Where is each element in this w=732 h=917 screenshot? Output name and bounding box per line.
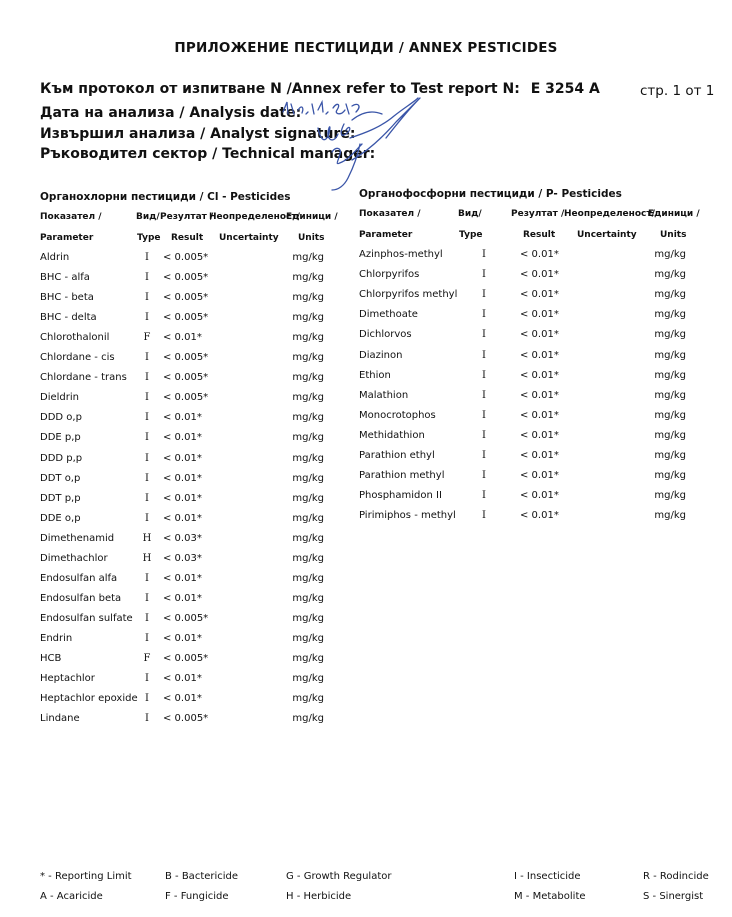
cl-row-param: Dimethachlor xyxy=(40,552,108,564)
p-row-type: I xyxy=(482,369,486,381)
cl-header-uncertainty-en: Uncertainty xyxy=(219,233,279,243)
p-row-units: mg/kg xyxy=(654,429,686,441)
cl-row-units: mg/kg xyxy=(292,452,324,464)
cl-header-param-en: Parameter xyxy=(40,233,94,243)
cl-row-type: I xyxy=(145,252,149,263)
p-row-param: Phosphamidon II xyxy=(359,490,442,502)
cl-row-param: Endosulfan sulfate xyxy=(40,612,133,624)
cl-row-result: < 0.01* xyxy=(163,332,202,344)
cl-row-units: mg/kg xyxy=(292,412,324,424)
p-row-units: mg/kg xyxy=(654,289,686,301)
p-row-type: I xyxy=(482,269,486,281)
cl-row-result: < 0.005* xyxy=(163,653,209,664)
cl-row-units: mg/kg xyxy=(292,492,324,504)
cl-row-type: F xyxy=(143,332,151,344)
p-row-param: Parathion ethyl xyxy=(359,450,435,461)
cl-row-result: < 0.01* xyxy=(163,492,202,504)
cl-row-param: Endosulfan alfa xyxy=(40,572,118,584)
cl-row-type: I xyxy=(145,452,149,464)
cl-row-param: DDD o,p xyxy=(40,412,82,424)
p-row-result: < 0.01* xyxy=(520,429,559,441)
p-row-type: I xyxy=(482,389,486,401)
cl-header-param-bg: Показател / xyxy=(40,212,102,222)
p-row-param: Chlorpyrifos methyl xyxy=(359,289,458,301)
p-row-units: mg/kg xyxy=(654,470,686,482)
cl-header-result-en: Result xyxy=(171,233,204,243)
cl-row-units: mg/kg xyxy=(292,572,324,584)
legend-item: * - Reporting Limit xyxy=(40,871,132,882)
p-row-units: mg/kg xyxy=(654,450,686,461)
cl-row-type: H xyxy=(142,552,152,564)
legend-item: H - Herbicide xyxy=(286,891,352,902)
cl-row-param: DDT o,p xyxy=(40,472,81,484)
p-row-units: mg/kg xyxy=(654,409,686,421)
p-row-units: mg/kg xyxy=(654,349,686,361)
cl-row-param: BHC - delta xyxy=(40,312,97,324)
p-row-result: < 0.01* xyxy=(520,490,559,502)
cl-row-result: < 0.005* xyxy=(163,352,209,364)
cl-row-type: I xyxy=(145,673,149,685)
cl-row-units: mg/kg xyxy=(292,372,324,384)
legend-item: F - Fungicide xyxy=(165,891,229,902)
p-row-units: mg/kg xyxy=(654,329,686,341)
p-header-units-en: Units xyxy=(660,230,687,240)
p-row-param: Malathion xyxy=(359,389,409,401)
analysis-date-label: Дата на анализа / Analysis date: xyxy=(40,105,302,121)
cl-row-units: mg/kg xyxy=(292,312,324,324)
report-number: E 3254 A xyxy=(530,81,600,97)
protocol-label: Към протокол от изпитване N /Annex refer to Test report N: xyxy=(40,81,520,97)
p-row-units: mg/kg xyxy=(654,309,686,321)
cl-row-units: mg/kg xyxy=(292,332,324,344)
cl-row-result: < 0.01* xyxy=(163,472,202,484)
cl-row-type: I xyxy=(145,612,149,624)
p-header-units-bg: Единици / xyxy=(648,209,700,219)
p-row-result: < 0.01* xyxy=(520,349,559,361)
p-row-result: < 0.01* xyxy=(520,389,559,401)
cl-row-param: Heptachlor epoxide xyxy=(40,693,138,705)
cl-row-units: mg/kg xyxy=(292,612,324,624)
p-row-type: I xyxy=(482,329,486,341)
cl-row-units: mg/kg xyxy=(292,532,324,544)
cl-row-result: < 0.005* xyxy=(163,392,209,404)
cl-row-param: HCB xyxy=(40,653,62,664)
cl-row-units: mg/kg xyxy=(292,432,324,444)
p-row-type: I xyxy=(482,490,486,502)
cl-row-param: Endosulfan beta xyxy=(40,592,122,604)
cl-row-result: < 0.005* xyxy=(163,713,209,725)
cl-row-type: I xyxy=(145,272,149,284)
cl-row-param: DDD p,p xyxy=(40,452,83,464)
cl-row-param: Lindane xyxy=(40,713,80,725)
cl-row-param: BHC - beta xyxy=(40,292,94,304)
cl-row-param: Heptachlor xyxy=(40,673,95,685)
p-header-uncertainty-en: Uncertainty xyxy=(577,230,637,240)
p-section-title: Органофосфорни пестициди / P- Pesticides xyxy=(359,188,622,200)
cl-row-param: Chlordane - cis xyxy=(40,352,115,364)
p-row-type: I xyxy=(482,510,486,522)
cl-row-type: I xyxy=(145,412,149,424)
cl-row-type: I xyxy=(145,713,149,725)
cl-row-param: Chlordane - trans xyxy=(40,372,127,384)
p-row-units: mg/kg xyxy=(654,269,686,281)
cl-row-param: Dimethenamid xyxy=(40,532,115,544)
cl-row-type: I xyxy=(145,372,149,384)
cl-row-type: I xyxy=(145,392,149,404)
p-row-result: < 0.01* xyxy=(520,470,559,482)
cl-row-type: I xyxy=(145,432,149,444)
cl-row-result: < 0.005* xyxy=(163,312,209,324)
cl-row-units: mg/kg xyxy=(292,592,324,604)
cl-row-result: < 0.01* xyxy=(163,673,202,685)
cl-row-result: < 0.01* xyxy=(163,632,202,644)
cl-row-type: F xyxy=(143,653,151,664)
cl-row-result: < 0.01* xyxy=(163,512,202,524)
cl-row-type: I xyxy=(145,512,149,524)
cl-row-param: DDE o,p xyxy=(40,512,81,524)
p-row-type: I xyxy=(482,249,486,260)
p-row-param: Chlorpyrifos xyxy=(359,269,420,281)
cl-row-result: < 0.01* xyxy=(163,432,202,444)
p-row-units: mg/kg xyxy=(654,490,686,502)
p-row-units: mg/kg xyxy=(654,249,686,260)
cl-row-type: I xyxy=(145,352,149,364)
cl-row-type: I xyxy=(145,492,149,504)
cl-row-type: H xyxy=(142,532,152,544)
p-header-result-en: Result xyxy=(523,230,556,240)
page-number: стр. 1 от 1 xyxy=(640,83,715,99)
cl-row-type: I xyxy=(145,312,149,324)
p-row-result: < 0.01* xyxy=(520,309,559,321)
p-row-units: mg/kg xyxy=(654,510,686,522)
p-row-param: Dichlorvos xyxy=(359,329,412,341)
p-header-param-en: Parameter xyxy=(359,230,413,240)
p-row-type: I xyxy=(482,289,486,301)
p-row-param: Parathion methyl xyxy=(359,470,445,482)
cl-row-result: < 0.01* xyxy=(163,592,202,604)
cl-row-type: I xyxy=(145,572,149,584)
cl-row-units: mg/kg xyxy=(292,292,324,304)
p-row-type: I xyxy=(482,349,486,361)
legend-item: S - Sinergist xyxy=(643,891,704,902)
legend-item: B - Bactericide xyxy=(165,871,239,882)
cl-row-param: Dieldrin xyxy=(40,392,79,404)
cl-header-units-bg: Единици / xyxy=(286,212,338,222)
cl-row-type: I xyxy=(145,693,149,705)
cl-header-units-en: Units xyxy=(298,233,325,243)
legend-item: R - Rodincide xyxy=(643,871,709,882)
p-row-type: I xyxy=(482,470,486,482)
p-row-result: < 0.01* xyxy=(520,329,559,341)
p-row-units: mg/kg xyxy=(654,369,686,381)
technical-manager-label: Ръководител сектор / Technical manager: xyxy=(40,146,376,162)
cl-row-units: mg/kg xyxy=(292,552,324,564)
p-row-result: < 0.01* xyxy=(520,289,559,301)
cl-row-units: mg/kg xyxy=(292,352,324,364)
cl-header-type-bg: Вид/ xyxy=(136,212,160,222)
cl-row-param: BHC - alfa xyxy=(40,272,90,284)
cl-row-units: mg/kg xyxy=(292,713,324,725)
cl-row-units: mg/kg xyxy=(292,673,324,685)
p-header-param-bg: Показател / xyxy=(359,209,421,219)
p-row-result: < 0.01* xyxy=(520,369,559,381)
p-row-param: Pirimiphos - methyl xyxy=(359,510,456,522)
p-header-type-bg: Вид/ xyxy=(458,209,482,219)
cl-row-result: < 0.03* xyxy=(163,552,202,564)
cl-row-units: mg/kg xyxy=(292,693,324,705)
cl-row-units: mg/kg xyxy=(292,512,324,524)
cl-row-units: mg/kg xyxy=(292,252,324,263)
p-row-result: < 0.01* xyxy=(520,510,559,522)
cl-row-result: < 0.005* xyxy=(163,292,209,304)
p-row-result: < 0.01* xyxy=(520,450,559,461)
cl-row-result: < 0.01* xyxy=(163,412,202,424)
cl-row-param: DDT p,p xyxy=(40,492,81,504)
p-row-units: mg/kg xyxy=(654,389,686,401)
p-row-param: Ethion xyxy=(359,369,391,381)
p-header-uncertainty-bg: Неопределеност/ xyxy=(564,209,655,219)
p-row-type: I xyxy=(482,309,486,321)
cl-row-param: Chlorothalonil xyxy=(40,332,110,344)
page-title: ПРИЛОЖЕНИЕ ПЕСТИЦИДИ / ANNEX PESTICIDES xyxy=(174,40,558,56)
legend-item: A - Acaricide xyxy=(40,891,103,902)
cl-row-units: mg/kg xyxy=(292,472,324,484)
cl-row-type: I xyxy=(145,472,149,484)
cl-row-result: < 0.005* xyxy=(163,372,209,384)
p-row-param: Monocrotophos xyxy=(359,409,436,421)
cl-row-type: I xyxy=(145,632,149,644)
p-row-param: Methidathion xyxy=(359,429,425,441)
p-row-param: Azinphos-methyl xyxy=(359,249,443,260)
cl-row-param: Aldrin xyxy=(40,252,70,263)
cl-row-result: < 0.005* xyxy=(163,252,209,263)
p-row-type: I xyxy=(482,409,486,421)
cl-row-result: < 0.005* xyxy=(163,612,209,624)
p-row-type: I xyxy=(482,450,486,461)
cl-row-result: < 0.01* xyxy=(163,452,202,464)
cl-row-units: mg/kg xyxy=(292,632,324,644)
cl-row-result: < 0.01* xyxy=(163,693,202,705)
cl-row-type: I xyxy=(145,592,149,604)
cl-header-type-en: Type xyxy=(137,233,161,243)
p-row-result: < 0.01* xyxy=(520,409,559,421)
cl-row-type: I xyxy=(145,292,149,304)
cl-header-uncertainty-bg: Неопределеност/ xyxy=(209,212,300,222)
p-row-param: Dimethoate xyxy=(359,309,418,321)
legend-item: M - Metabolite xyxy=(514,891,586,902)
p-row-result: < 0.01* xyxy=(520,249,559,260)
cl-row-result: < 0.01* xyxy=(163,572,202,584)
cl-row-units: mg/kg xyxy=(292,653,324,664)
cl-row-param: Endrin xyxy=(40,632,73,644)
p-header-result-bg: Резултат / xyxy=(511,209,565,219)
legend-item: G - Growth Regulator xyxy=(286,871,392,882)
cl-row-units: mg/kg xyxy=(292,272,324,284)
p-row-param: Diazinon xyxy=(359,349,403,361)
p-header-type-en: Type xyxy=(459,230,483,240)
p-row-result: < 0.01* xyxy=(520,269,559,281)
cl-row-param: DDE p,p xyxy=(40,432,81,444)
legend-item: I - Insecticide xyxy=(514,871,581,882)
cl-row-result: < 0.03* xyxy=(163,532,202,544)
p-row-type: I xyxy=(482,429,486,441)
cl-row-result: < 0.005* xyxy=(163,272,209,284)
cl-header-result-bg: Резултат / xyxy=(160,212,214,222)
cl-row-units: mg/kg xyxy=(292,392,324,404)
analyst-signature-label: Извършил анализа / Analyst signature: xyxy=(40,126,356,142)
cl-section-title: Органохлорни пестициди / Cl - Pesticides xyxy=(40,191,291,203)
